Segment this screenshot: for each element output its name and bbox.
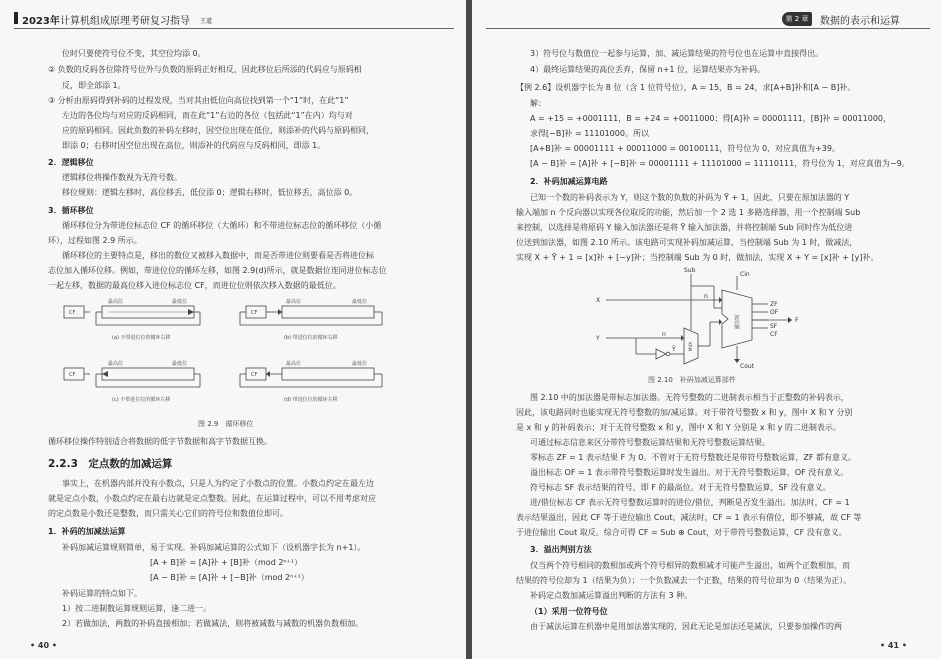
lsb-label: 最低位 <box>172 299 188 305</box>
text-line: 位时只要使符号位不变，其空位均添 0。 <box>62 49 206 58</box>
sf-label: SF <box>770 323 778 330</box>
of-label: OF <box>770 309 779 316</box>
section-title: 3．循环移位 <box>48 206 94 215</box>
figure-2-9 <box>60 295 400 420</box>
text-line: 逻辑移位将操作数视为无符号数。 <box>62 173 182 182</box>
text-line: 就是定点小数，小数点约定在最右边就是定点整数。因此，在运算过程中，可以不用考虑对应 <box>48 494 376 503</box>
text-line: 事实上，在机器内部并没有小数点，只是人为约定了小数点的位置。小数点约定在最左边 <box>62 479 374 488</box>
x-label: X <box>596 297 601 304</box>
text-line: 进/借位标志 CF 表示无符号整数运算时的进位/借位，判断是否发生溢出。加法时，CF = 1 <box>530 498 850 507</box>
section-title: 2．补码加减运算电路 <box>530 177 608 186</box>
text-line: 求得[−B]补 = 11101000。所以 <box>530 129 649 138</box>
text-line: 左边的各位均与对应的反码相同，而在此“1”右边的各位（包括此“1”在内）均与对 <box>62 111 353 120</box>
inverter <box>656 349 666 359</box>
text-line: A = +15 = +0001111，B = +24 = +0011000；得[A]补 = 00001111，[B]补 = 00011000， <box>530 114 892 123</box>
subcaption-a: (a) 不带进位位的循环右移 <box>112 335 171 341</box>
formula: [A − B]补 = [A]补 + [−B]补（mod 2ⁿ⁺¹） <box>150 573 309 582</box>
text-line: 溢出标志 OF = 1 表示带符号整数运算时发生溢出。对于无符号整数运算，OF 没有意义。 <box>530 468 849 477</box>
cout-label: Cout <box>740 363 755 370</box>
text-line: 来控制，以选择是将原码 Y 输入加法器还是将 Ȳ 输入加法器，并将控制端 Sub 同时作为低位进 <box>516 223 853 232</box>
text-line: 可通过标志信息来区分带符号整数运算结果和无符号整数运算结果。 <box>530 438 770 447</box>
left-page <box>0 0 466 659</box>
text-line: 零标志 ZF = 1 表示结果 F 为 0。不管对于无符号整数还是带符号整数运算，ZF 都有意义。 <box>530 453 856 462</box>
adder-label: 加法器 <box>733 314 739 330</box>
lsb-label: 最低位 <box>352 361 368 367</box>
header-title: 数据的表示和运算 <box>820 16 900 27</box>
text-line: [A+B]补 = 00001111 + 00011000 = 00100111，符号位为 0，对应真值为+39。 <box>530 144 840 153</box>
text-line: 实现 X + Ȳ + 1 = [x]补 + [−y]补；当控制端 Sub 为 0 时，做加法，实现 X + Y = [x]补 + [y]补。 <box>516 253 879 262</box>
text-line: 2）若做加法，两数的补码直接相加；若做减法，则将被减数与减数的机器负数相加。 <box>62 619 364 628</box>
header-year: 2023年 <box>22 16 60 27</box>
header-logo: 王道 <box>200 18 213 25</box>
lsb-label: 最低位 <box>352 299 368 305</box>
section-heading: 2.2.3 定点数的加减运算 <box>48 458 173 470</box>
subcaption-b: (b) 带进位位的循环右移 <box>284 335 338 341</box>
text-line: 循环移位分为带进位标志位 CF 的循环移位（大循环）和不带进位标志位的循环移位（小循 <box>62 221 382 230</box>
section-title: 3．溢出判别方法 <box>530 545 592 554</box>
page-number: • 40 • <box>30 641 57 650</box>
text-line: 补码加减运算规则简单，易于实现。补码加减运算的公式如下（设机器字长为 n+1）。 <box>62 543 366 552</box>
text-line: 输入端加 n 个反向器以实现各位取反的功能，然后加一个 2 选 1 多路选择器，用一个控制端 Sub <box>516 208 861 217</box>
text-line: 的定点数是小数还是整数，而只需关心它们的符号位和数值位即可。 <box>48 509 288 518</box>
figure-caption: 图 2.10 补码加减运算部件 <box>648 376 736 384</box>
lsb-label: 最低位 <box>172 361 188 367</box>
text-line: 结果的符号位却为 1（结果为负）；一个负数减去一个正数，结果的符号位却为 0（结果为正）。 <box>516 576 852 585</box>
header-rule <box>14 28 454 29</box>
n-label: n <box>662 331 666 338</box>
cin-label: Cin <box>740 271 750 278</box>
ybar-label: Ȳ <box>672 346 676 353</box>
header-title: 计算机组成原理考研复习指导 <box>60 16 190 27</box>
text-line: 3）符号位与数值位一起参与运算，加、减运算结果的符号位也在运算中直接得出。 <box>530 49 824 58</box>
header-rule <box>486 28 930 29</box>
subcaption-d: (d) 带进位位的循环左移 <box>284 397 338 403</box>
register-d <box>282 368 374 380</box>
cf-label: CF <box>770 331 778 338</box>
header-marker <box>14 12 18 24</box>
page-number: • 41 • <box>880 641 907 650</box>
text-line: 符号标志 SF 表示结果的符号，即 F 的最高位。对于无符号整数运算，SF 没有意义。 <box>530 483 831 492</box>
figure-caption: 图 2.9 循环移位 <box>198 420 254 428</box>
register-b <box>282 306 374 318</box>
y-label: Y <box>596 335 600 342</box>
text-line: 反，即全部添 1。 <box>62 81 126 90</box>
text-line: 位送到加法器，如图 2.10 所示。该电路可实现补码加减运算，当控制端 Sub 为 1 时，做减法， <box>516 238 858 247</box>
msb-label: 最高位 <box>286 361 302 367</box>
text-line: 已知一个数的补码表示为 Y，则这个数的负数的补码为 Ȳ + 1，因此，只要在原加法器的 Y <box>530 193 850 202</box>
msb-label: 最高位 <box>108 361 124 367</box>
text-line: ② 负数的反码各位除符号位外与负数的原码正好相反，因此移位后所添的代码应与原码相 <box>48 65 362 74</box>
register-c <box>102 368 194 380</box>
cf-label: CF <box>69 372 76 378</box>
text-line: 因此，该电路同时也能实现无符号整数的加/减运算。对于带符号整数 x 和 y，图中 X 和 Y 分别 <box>516 408 853 417</box>
msb-label: 最高位 <box>286 299 302 305</box>
msb-label: 最高位 <box>108 299 124 305</box>
zf-label: ZF <box>770 301 778 308</box>
cf-label: CF <box>69 310 76 316</box>
text-line: 1）按二进制数运算规则运算，逢二进一。 <box>62 604 212 613</box>
cf-label: CF <box>251 310 258 316</box>
chapter-badge: 第 2 章 <box>782 12 812 26</box>
subsection-title: （1）采用一位符号位 <box>530 607 608 616</box>
sub-label: Sub <box>684 267 696 274</box>
section-title: 1．补码的加减法运算 <box>48 527 126 536</box>
section-title: 2．逻辑移位 <box>48 158 94 167</box>
text-line: 于进位输出 Cout 取反。综合可得 CF = Sub ⊕ Cout，对于带符号整数运算，CF 没有意义。 <box>516 528 847 537</box>
text-line: ③ 分析由原码得到补码的过程发现，当对其由低位向高位找到第一个“1”时，在此“1” <box>48 96 349 105</box>
text-line: 由于减法运算在机器中是用加法器实现的，因此无论是加法还是减法，只要参加操作的两 <box>530 622 842 631</box>
figure-2-10 <box>592 266 812 376</box>
text-line: 即添 0；右移时因空位出现在高位，则添补的代码应与反码相同，即添 1。 <box>62 141 326 150</box>
mux-label: MUX <box>688 341 693 351</box>
text-line: 解： <box>530 99 546 108</box>
text-line: 移位规则：逻辑左移时，高位移丢，低位添 0；逻辑右移时，低位移丢，高位添 0。 <box>62 188 358 197</box>
text-line: 图 2.10 中的加法器是带标志加法器。无符号整数的二进制表示相当于正整数的补码表示， <box>530 393 849 402</box>
text-line: [A − B]补 = [A]补 + [−B]补 = 00001111 + 11101000 = 11110111，符号位为 1，对应真值为−9。 <box>530 159 910 168</box>
text-line: 仅当两个符号相同的数相加或两个符号相异的数相减才可能产生溢出，如两个正数相加，而 <box>530 561 850 570</box>
text-line: 补码定点数加减运算溢出判断的方法有 3 种。 <box>530 591 693 600</box>
formula: [A + B]补 = [A]补 + [B]补（mod 2ⁿ⁺¹） <box>150 558 303 567</box>
example-title: 【例 2.6】设机器字长为 8 位（含 1 位符号位），A = 15，B = 24，求[A+B]补和[A − B]补。 <box>516 83 856 92</box>
cf-label: CF <box>251 372 258 378</box>
n-label: n <box>704 293 708 300</box>
text-line: 一起左移，数据的最高位移入进位标志位 CF，而进位位则依次移入数据的最低位。 <box>48 281 341 290</box>
text-line: 是 x 和 y 的补码表示；对于无符号整数 x 和 y，图中 X 和 Y 分别是 x 和 y 的二进制表示。 <box>516 423 841 432</box>
text-line: 补码运算的特点如下。 <box>62 589 142 598</box>
text-line: 应的原码相同。因此负数的补码左移时，因空位出现在低位，则添补的代码与原码相同， <box>62 126 374 135</box>
text-line: 环），过程如图 2.9 所示。 <box>48 236 142 245</box>
text-line: 表示结果溢出，因此 CF 等于进位输出 Cout。减法时，CF = 1 表示有借位，即不够减，故 CF 等 <box>516 513 862 522</box>
text-line: 循环移位的主要特点是，移出的数位又被移入数据中，而是否带进位则要看是否将进位标 <box>62 251 374 260</box>
f-label: F <box>795 317 799 324</box>
text-line: 志位加入循环位移。例如，带进位位的循环左移，如图 2.9(d)所示，就是数据位连同进位标志位 <box>48 266 387 275</box>
text-line: 循环移位操作特别适合将数据的低字节数据和高字节数据互换。 <box>48 437 272 446</box>
right-page <box>472 0 942 659</box>
subcaption-c: (c) 不带进位位的循环左移 <box>112 397 171 403</box>
text-line: 4）最终运算结果的高位丢弃，保留 n+1 位，运算结果亦为补码。 <box>530 65 766 74</box>
